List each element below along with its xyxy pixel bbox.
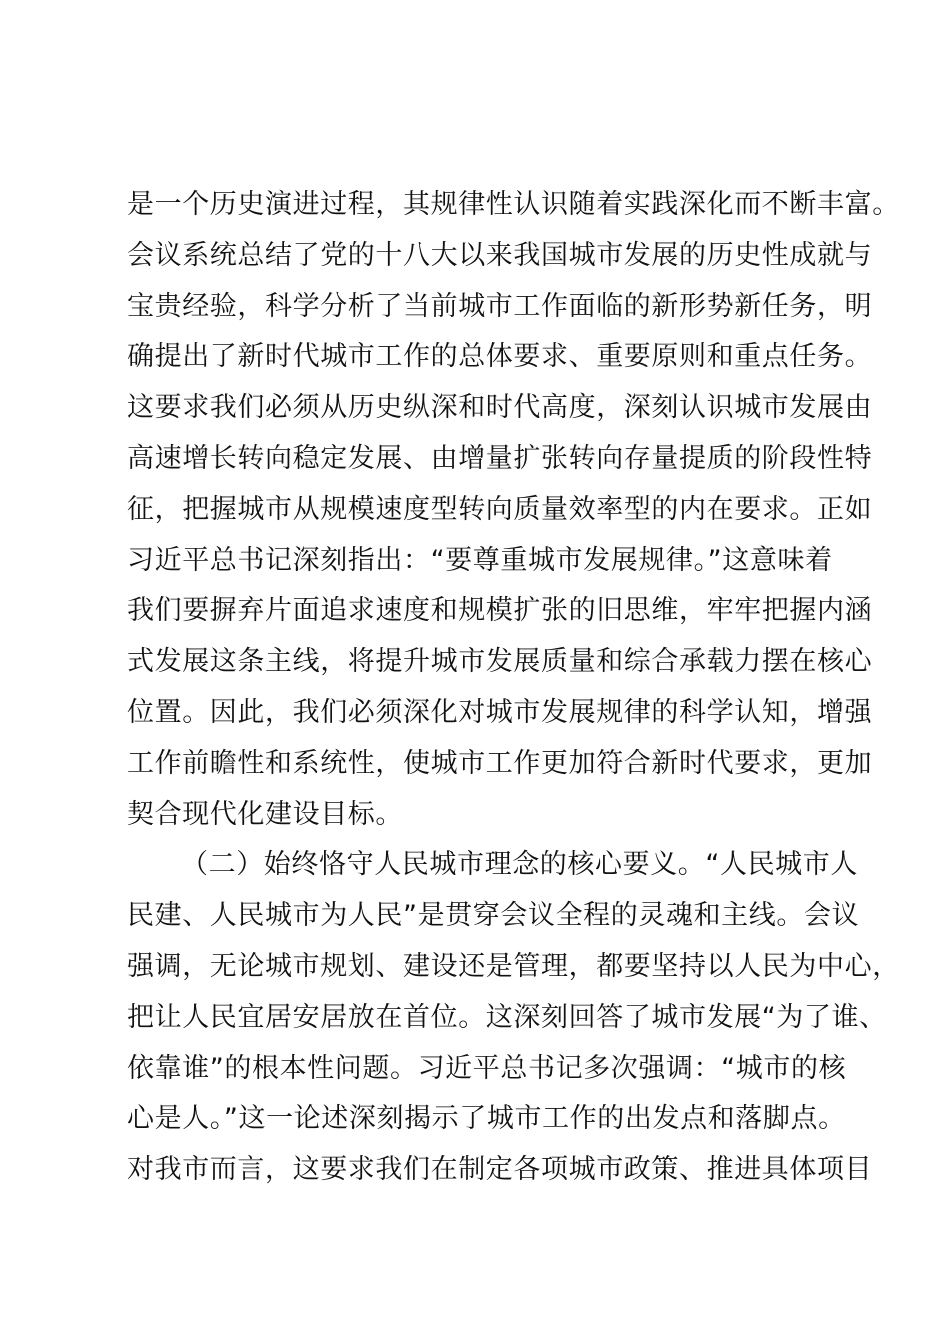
- text-line: 高速增长转向稳定发展、由增量扩张转向存量提质的阶段性特: [127, 442, 873, 474]
- text-line: 工作前瞻性和系统性，使城市工作更加符合新时代要求，更加: [127, 747, 873, 779]
- document-body: [127, 180, 900, 1196]
- text-line: 心是人。”这一论述深刻揭示了城市工作的出发点和落脚点。: [127, 1103, 846, 1135]
- section-heading-line: （二）始终恪守人民城市理念的核心要义。“人民城市人: [181, 849, 858, 881]
- text-line: 我们要摒弃片面追求速度和规模扩张的旧思维，牢牢把握内涵: [127, 595, 873, 627]
- text-line: 契合现代化建设目标。: [127, 798, 403, 830]
- text-line: 习近平总书记深刻指出：“要尊重城市发展规律。”这意味着: [127, 544, 833, 576]
- text-line: 依靠谁”的根本性问题。习近平总书记多次强调：“城市的核: [127, 1052, 847, 1084]
- text-line: 把让人民宜居安居放在首位。这深刻回答了城市发展“为了谁、: [127, 1001, 887, 1033]
- text-line: 会议系统总结了党的十八大以来我国城市发展的历史性成就与: [127, 239, 873, 271]
- text-line: 对我市而言，这要求我们在制定各项城市政策、推进具体项目: [127, 1154, 873, 1186]
- text-line: 确提出了新时代城市工作的总体要求、重要原则和重点任务。: [127, 341, 873, 373]
- text-line: 强调，无论城市规划、建设还是管理，都要坚持以人民为中心，: [127, 950, 900, 982]
- text-line: 位置。因此，我们必须深化对城市发展规律的科学认知，增强: [127, 696, 873, 728]
- text-line: 式发展这条主线，将提升城市发展质量和综合承载力摆在核心: [127, 646, 873, 678]
- text-line: 征，把握城市从规模速度型转向质量效率型的内在要求。正如: [127, 493, 873, 525]
- text-line: 民建、人民城市为人民”是贯穿会议全程的灵魂和主线。会议: [127, 900, 860, 932]
- text-line: 宝贵经验，科学分析了当前城市工作面临的新形势新任务，明: [127, 290, 873, 322]
- text-line: 是一个历史演进过程，其规律性认识随着实践深化而不断丰富。: [127, 189, 900, 220]
- text-line: 这要求我们必须从历史纵深和时代高度，深刻认识城市发展由: [127, 392, 873, 424]
